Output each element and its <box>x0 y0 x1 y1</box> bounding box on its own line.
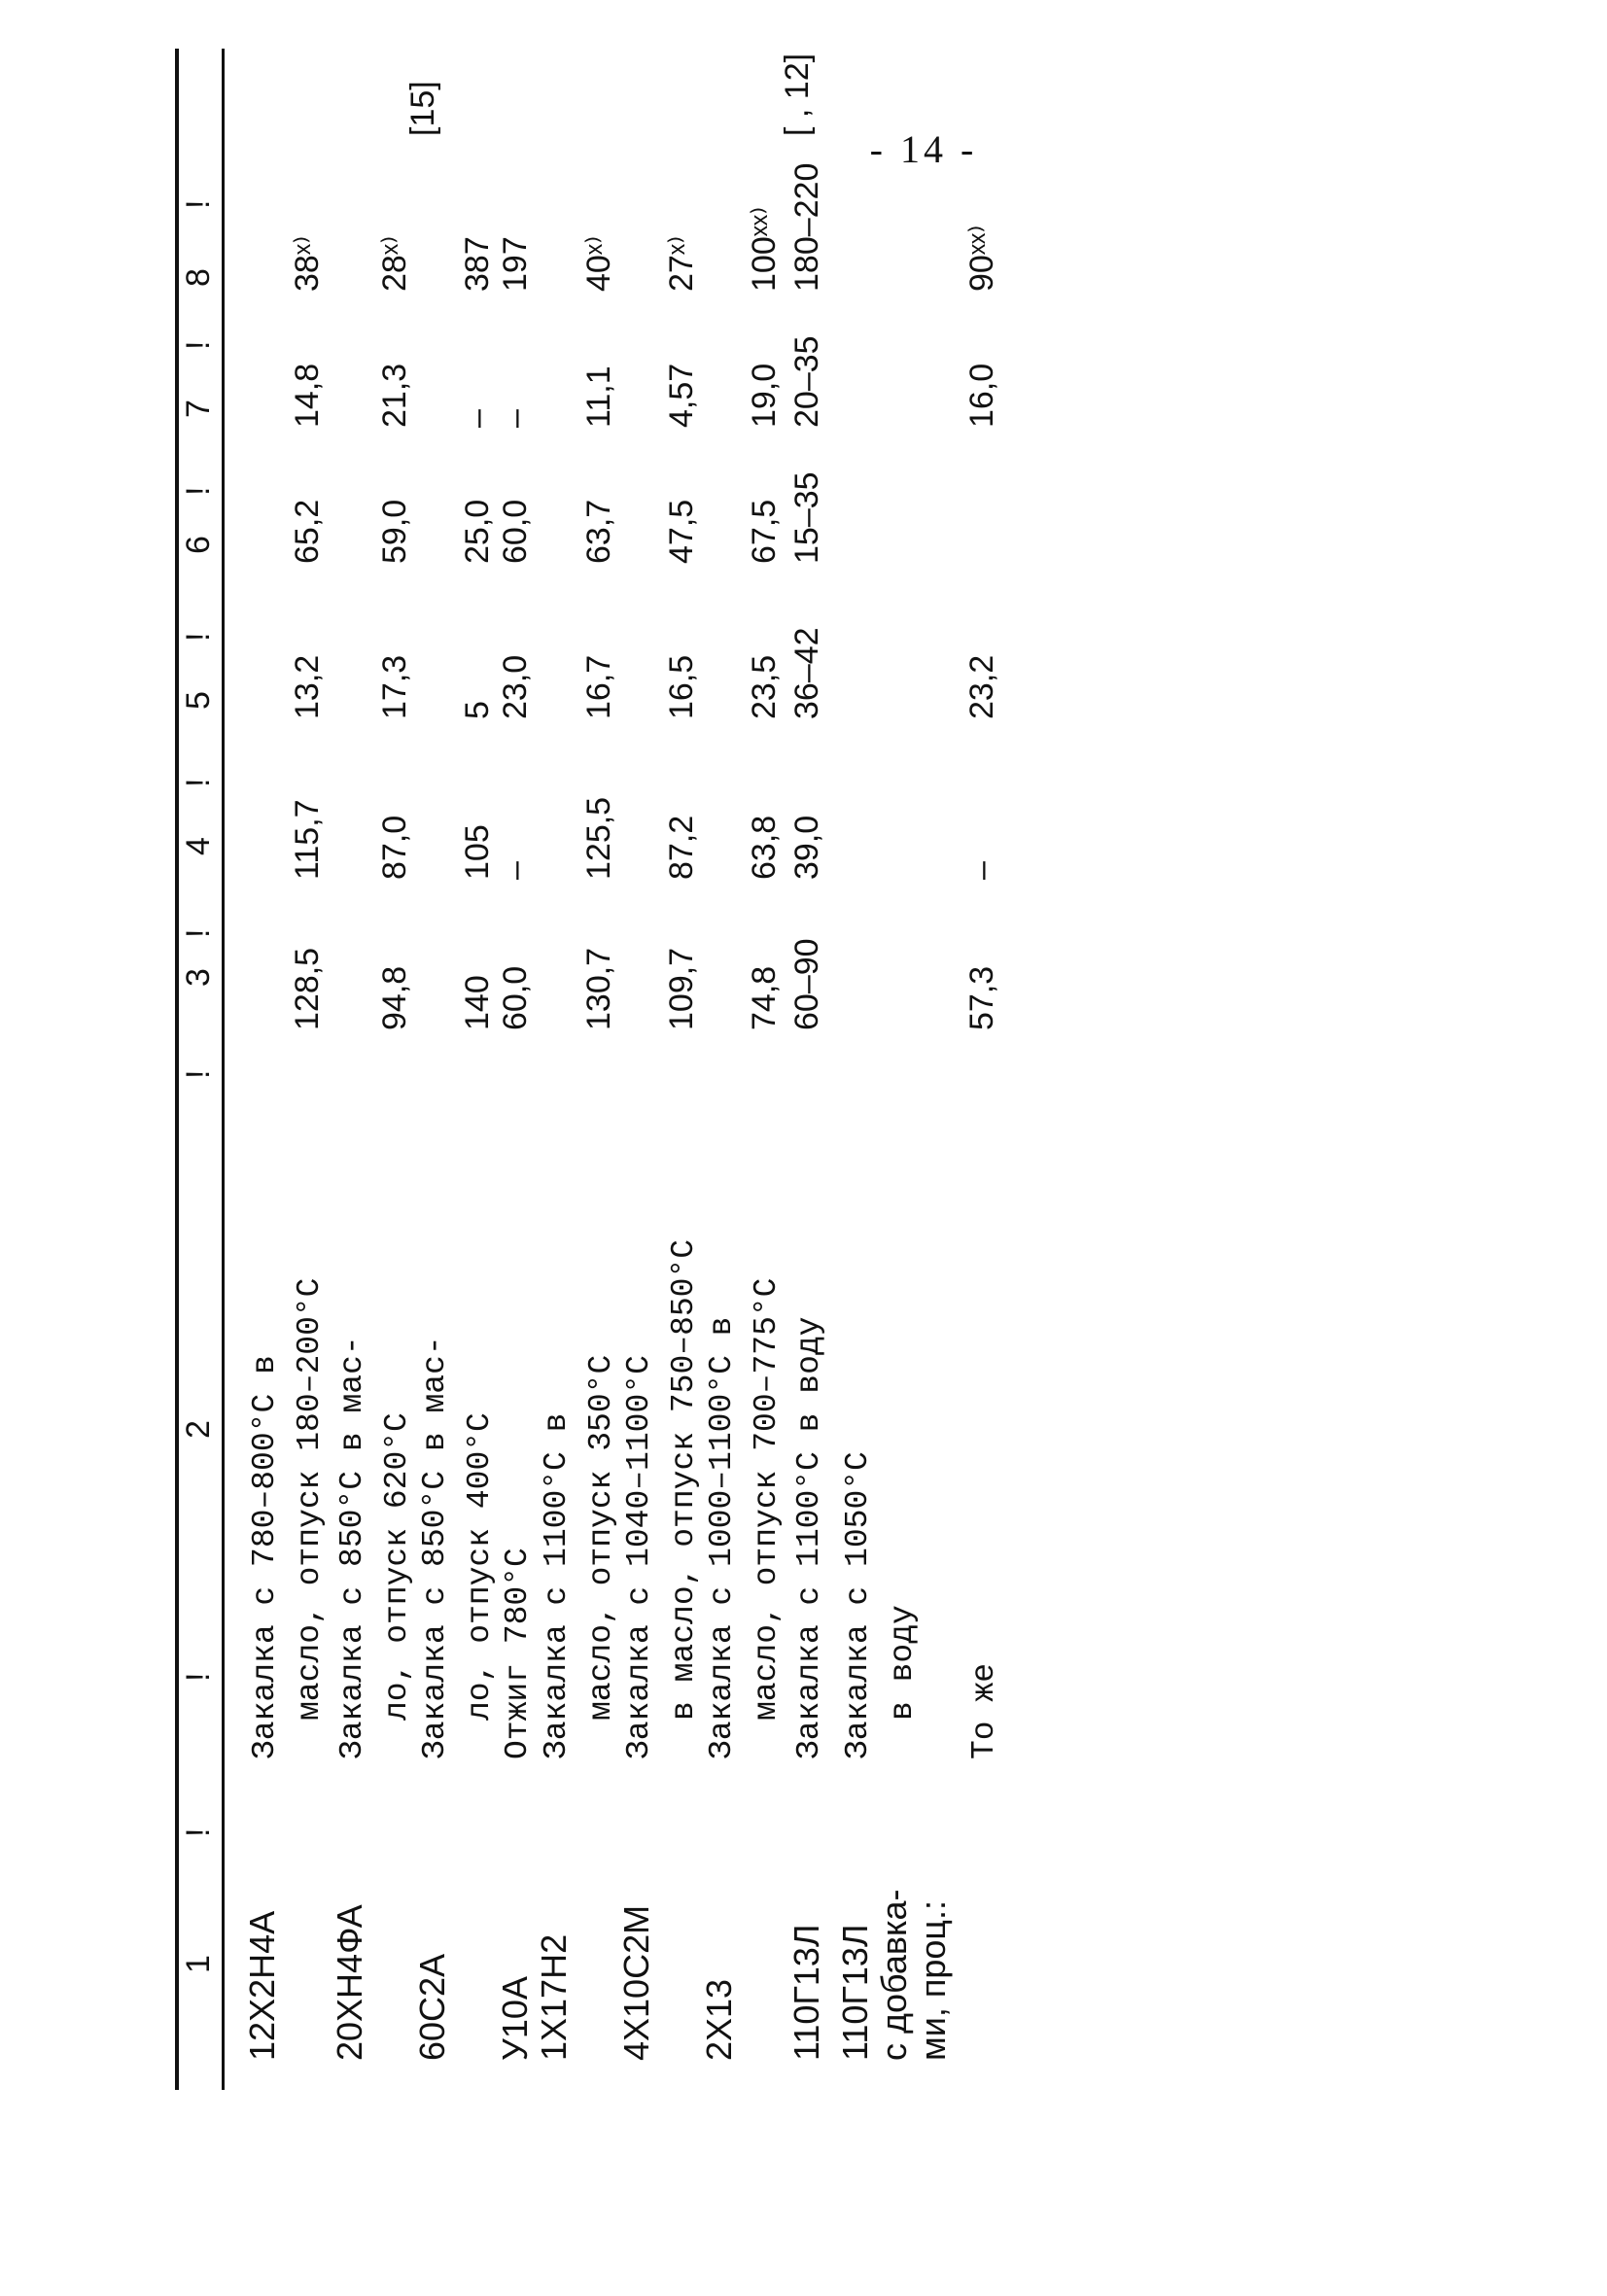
value-col-5: 16,7 <box>580 654 617 719</box>
value-col-6: 47,5 <box>663 499 700 564</box>
value-col-3: 74,8 <box>746 965 783 1030</box>
value-col-5: 23,5 <box>746 654 783 719</box>
heat-treatment: Закалка с 1100°С в воду <box>791 1316 827 1759</box>
steel-grade-note: ми, проц.: <box>913 1899 953 2061</box>
value-col-3: 60,0 <box>497 965 534 1030</box>
value-col-8: 100ˣˣ⁾ <box>746 206 783 292</box>
header-col-3: 3 <box>180 968 217 987</box>
value-col-3: 57,3 <box>963 965 1000 1030</box>
heat-treatment: Закалка с 1100°С в <box>539 1412 575 1759</box>
value-col-4: 115,7 <box>289 799 326 880</box>
value-col-6: 60,0 <box>497 499 534 564</box>
value-col-5: 5 <box>459 701 496 719</box>
steel-grade: 60С2А <box>412 1953 452 2061</box>
value-col-3: 60–90 <box>788 938 825 1030</box>
value-col-4: 105 <box>459 824 496 880</box>
value-col-8: 197 <box>497 236 534 292</box>
heat-treatment: Закалка с 1040–1100°С <box>621 1355 657 1759</box>
header-sep: ! <box>180 928 217 938</box>
header-sep: ! <box>180 199 217 209</box>
value-col-5: 16,5 <box>663 654 700 719</box>
value-col-5: 23,2 <box>963 654 1000 719</box>
heat-treatment: в масло, отпуск 750–850°С <box>666 1238 702 1721</box>
heat-treatment: ло, отпуск 400°С <box>462 1412 498 1721</box>
header-col-7: 7 <box>180 400 217 418</box>
value-col-4: 125,5 <box>580 796 617 880</box>
table-header-rule <box>222 49 225 2090</box>
value-col-7: 11,1 <box>580 365 617 428</box>
value-col-6: 15–35 <box>788 471 825 564</box>
header-sep: ! <box>180 1672 217 1682</box>
steel-grade: 110Г13Л <box>835 1924 875 2061</box>
value-col-4: 39,0 <box>788 815 825 880</box>
rotated-table <box>175 49 1322 2090</box>
steel-grade: 20ХН4ФА <box>330 1904 369 2061</box>
header-col-1: 1 <box>180 1955 217 1973</box>
header-sep: ! <box>180 632 217 642</box>
header-sep: ! <box>180 778 217 787</box>
header-sep: ! <box>180 1827 217 1837</box>
value-col-4: – <box>497 861 534 880</box>
heat-treatment: Закалка с 1050°С <box>840 1451 876 1759</box>
value-col-7: 20–35 <box>788 335 825 428</box>
value-col-3: 140 <box>459 975 496 1030</box>
header-col-4: 4 <box>180 837 217 855</box>
value-col-3: 128,5 <box>289 947 326 1030</box>
heat-treatment: масло, отпуск 350°С <box>583 1354 619 1721</box>
value-col-7: 4,57 <box>663 363 700 428</box>
value-col-5: 13,2 <box>289 654 326 719</box>
value-col-6: 67,5 <box>746 499 783 564</box>
value-col-6: 59,0 <box>376 499 413 564</box>
value-col-8: 40ˣ⁾ <box>580 235 617 292</box>
header-sep: ! <box>180 486 217 496</box>
value-col-5: 36–42 <box>788 627 825 719</box>
steel-grade: У10А <box>495 1976 535 2061</box>
value-col-4: – <box>963 861 1000 880</box>
heat-treatment: Закалка с 780–800°С в <box>247 1355 283 1759</box>
value-col-4: 87,0 <box>376 815 413 880</box>
heat-treatment: То же <box>966 1662 1002 1759</box>
header-sep: ! <box>180 1069 217 1079</box>
value-col-3: 130,7 <box>580 947 617 1030</box>
header-col-8: 8 <box>180 268 217 287</box>
heat-treatment: Отжиг 780°С <box>500 1548 536 1759</box>
value-col-6: 65,2 <box>289 499 326 564</box>
value-col-7: – <box>459 409 496 428</box>
value-col-4: 87,2 <box>663 815 700 880</box>
header-col-2: 2 <box>180 1420 217 1439</box>
value-col-8: 387 <box>459 236 496 292</box>
value-col-6: 63,7 <box>580 499 617 564</box>
value-col-6: 25,0 <box>459 499 496 564</box>
value-col-8: 180–220 <box>788 162 825 292</box>
value-col-5: 23,0 <box>497 654 534 719</box>
value-col-7: 14,8 <box>289 363 326 428</box>
value-col-8: 90ˣˣ⁾ <box>963 225 1000 292</box>
value-col-7: – <box>497 409 534 428</box>
value-col-8: 28ˣ⁾ <box>376 235 413 292</box>
value-col-7: 21,3 <box>376 363 413 428</box>
reference: [ , 12] <box>779 52 816 136</box>
steel-grade: 4Х10С2М <box>616 1904 656 2061</box>
value-col-3: 109,7 <box>663 947 700 1030</box>
value-col-8: 27ˣ⁾ <box>663 235 700 292</box>
heat-treatment: Закалка с 850°С в мас- <box>417 1336 453 1759</box>
value-col-3: 94,8 <box>376 965 413 1030</box>
header-col-5: 5 <box>180 691 217 710</box>
header-sep: ! <box>180 340 217 350</box>
value-col-7: 19,0 <box>746 363 783 428</box>
heat-treatment: ло, отпуск 620°С <box>379 1412 415 1721</box>
value-col-4: 63,8 <box>746 815 783 880</box>
value-col-8: 38ˣ⁾ <box>289 235 326 292</box>
steel-grade: 1Х17Н2 <box>534 1933 574 2061</box>
reference: [15] <box>404 81 441 136</box>
heat-treatment: Закалка с 1000–1100°С в <box>704 1316 740 1759</box>
page-number: - 14 - <box>869 127 978 171</box>
heat-treatment: масло, отпуск 180–200°С <box>292 1277 328 1721</box>
steel-grade-note: с добавка- <box>874 1889 914 2061</box>
steel-grade: 2Х13 <box>699 1978 739 2061</box>
heat-treatment: масло, отпуск 700–775°С <box>749 1277 785 1721</box>
steel-grade: 12Х2Н4А <box>242 1910 282 2061</box>
steel-grade: 110Г13Л <box>786 1924 826 2061</box>
heat-treatment: Закалка с 850°С в мас- <box>334 1336 370 1759</box>
header-col-6: 6 <box>180 536 217 554</box>
heat-treatment: в воду <box>885 1605 921 1721</box>
value-col-7: 16,0 <box>963 363 1000 428</box>
value-col-5: 17,3 <box>376 654 413 719</box>
